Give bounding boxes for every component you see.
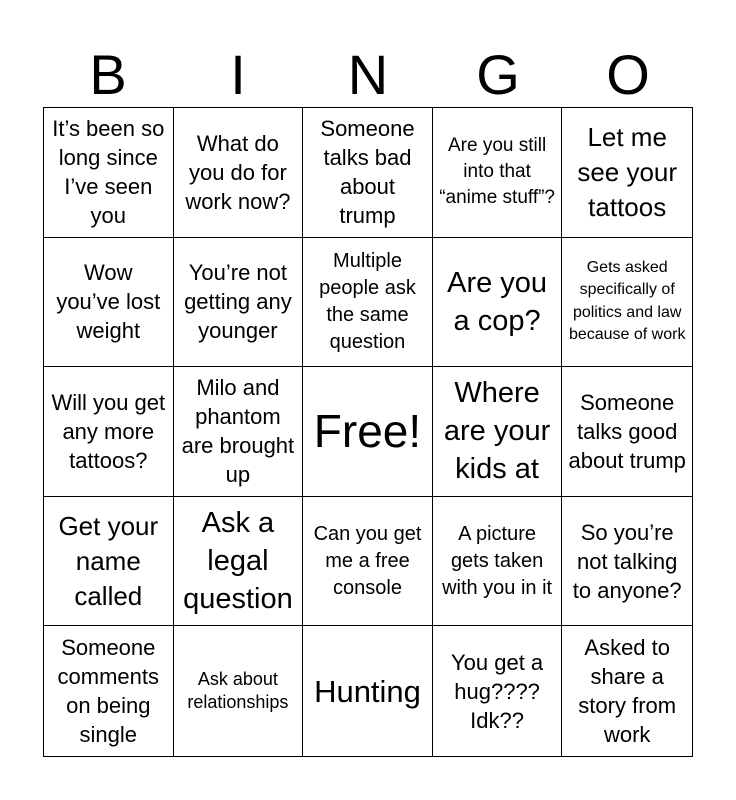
header-letter-g: G [476, 43, 520, 106]
bingo-cell[interactable] [44, 626, 174, 756]
bingo-header [43, 44, 693, 106]
cell-text: Someone talks good about trump [568, 389, 686, 473]
free-space[interactable] [303, 367, 433, 497]
cell-text: Ask about relationships [187, 669, 289, 713]
bingo-cell[interactable] [174, 238, 304, 368]
bingo-cell[interactable] [174, 497, 304, 627]
cell-text: Are you a cop? [447, 266, 548, 337]
bingo-cell[interactable] [562, 497, 692, 627]
header-letter-i: I [230, 43, 246, 106]
cell-text: It’s been so long since I’ve seen you [52, 116, 165, 229]
bingo-cell[interactable] [433, 238, 563, 368]
cell-text: Can you get me a free console [313, 522, 422, 599]
bingo-cell[interactable] [433, 367, 563, 497]
cell-text: Get your name called [58, 510, 159, 611]
bingo-cell[interactable] [174, 367, 304, 497]
cell-text: Where are your kids at [443, 377, 551, 486]
cell-text: Wow you’ve lost weight [56, 260, 161, 344]
cell-text: Asked to share a story from work [578, 635, 677, 748]
bingo-cell[interactable] [44, 367, 174, 497]
cell-text: Let me see your tattoos [577, 121, 678, 222]
cell-text: A picture gets taken with you in it [442, 522, 553, 599]
bingo-cell[interactable] [303, 626, 433, 756]
bingo-cell[interactable] [562, 367, 692, 497]
cell-text: Milo and phantom are brought up [181, 375, 295, 488]
cell-text: You’re not getting any younger [184, 260, 292, 344]
cell-text: Gets asked specifically of politics and law because of work [568, 258, 686, 344]
cell-text: So you’re not talking to anyone? [572, 519, 682, 603]
cell-text: Free! [313, 405, 422, 458]
bingo-cell[interactable] [562, 626, 692, 756]
bingo-cell[interactable] [562, 108, 692, 238]
cell-text: Someone comments on being single [57, 635, 160, 748]
header-letter-n: N [347, 43, 389, 106]
cell-text: Hunting [314, 673, 421, 709]
cell-text: Are you still into that “anime stuff”? [439, 135, 555, 209]
bingo-cell[interactable] [433, 497, 563, 627]
bingo-cell[interactable] [44, 108, 174, 238]
header-letter-b: B [89, 43, 127, 106]
bingo-cell[interactable] [303, 497, 433, 627]
cell-text: You get a hug???? Idk?? [451, 649, 544, 733]
bingo-cell[interactable] [44, 497, 174, 627]
cell-text: What do you do for work now? [185, 130, 291, 214]
bingo-cell[interactable] [562, 238, 692, 368]
bingo-cell[interactable] [174, 626, 304, 756]
cell-text: Will you get any more tattoos? [51, 389, 166, 473]
cell-text: Someone talks bad about trump [320, 116, 415, 229]
header-letter-o: O [606, 43, 650, 106]
bingo-cell[interactable] [433, 108, 563, 238]
bingo-cell[interactable] [44, 238, 174, 368]
cell-text: Ask a legal question [183, 507, 293, 616]
bingo-board [43, 107, 693, 757]
bingo-cell[interactable] [433, 626, 563, 756]
bingo-cell[interactable] [303, 238, 433, 368]
bingo-cell[interactable] [174, 108, 304, 238]
cell-text: Multiple people ask the same question [319, 249, 416, 353]
bingo-cell[interactable] [303, 108, 433, 238]
